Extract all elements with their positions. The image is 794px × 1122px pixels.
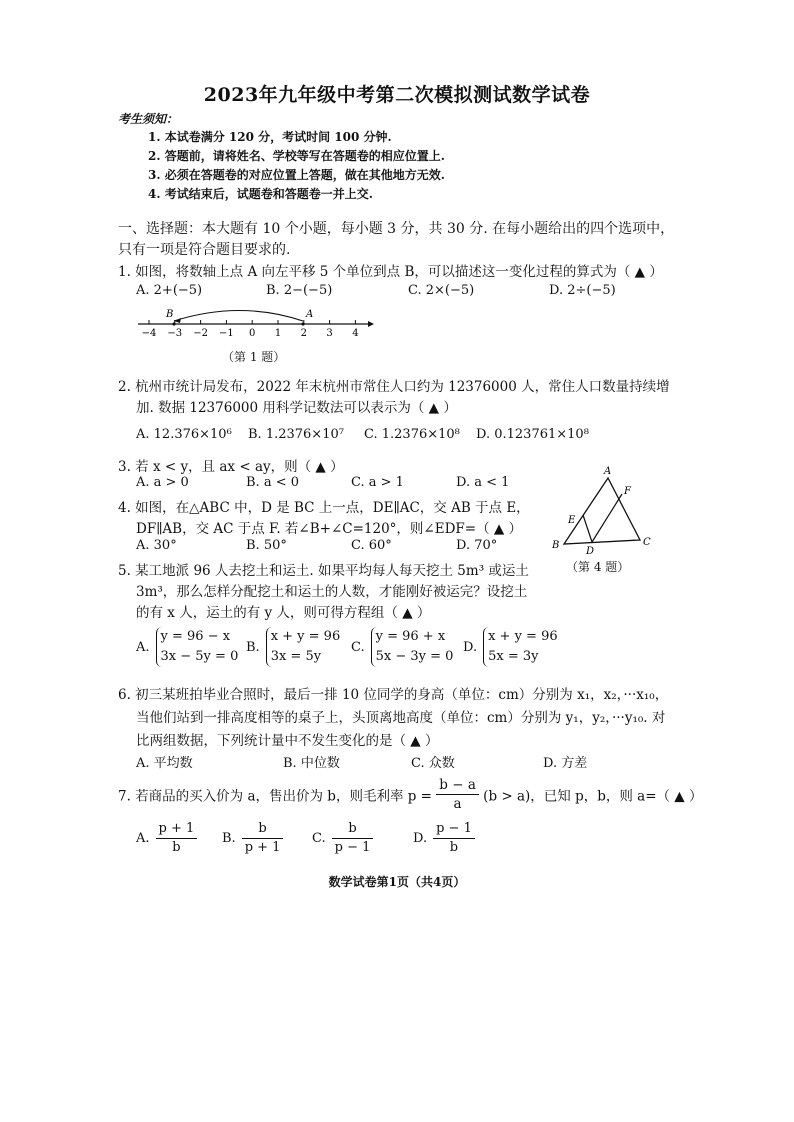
segment-de xyxy=(583,515,592,542)
q5-option-d: D. x + y = 96 5x = 3y xyxy=(463,627,558,667)
q3-option-d: D. a < 1 xyxy=(456,475,510,490)
axis-tick-label: −4 xyxy=(141,328,157,339)
number-line-figure xyxy=(130,302,380,342)
triangle-figure xyxy=(548,460,660,560)
q3-option-a: A. a > 0 xyxy=(136,475,189,490)
q2-option-c: C. 1.2376×10⁸ xyxy=(364,427,460,442)
translation-arc xyxy=(174,311,303,322)
axis-tick-label: 1 xyxy=(274,328,282,339)
vertex-b-label: B xyxy=(552,540,560,551)
axis-tick-label: −3 xyxy=(167,328,183,339)
question-5-line1: 5. 某工地派 96 人去挖土和运土. 如果平均每人每天挖土 5m³ 或运土 xyxy=(118,563,529,579)
vertex-c-label: C xyxy=(643,537,651,548)
question-2-line1: 2. 杭州市统计局发布，2022 年末杭州市常住人口约为 12376000 人，常住人口数量持续增 xyxy=(118,379,670,395)
point-a-label: A xyxy=(306,309,314,320)
question-7-stem: 7. 若商品的买入价为 a，售出价为 b，则毛利率 p = $\frac{b - a}{a}$ (b > a)，已知 p，b，则 a=（ ▲ ） xyxy=(118,777,703,812)
q4-option-b: B. 50° xyxy=(246,538,287,553)
question-3-stem: 3. 若 x < y，且 ax < ay，则（ ▲ ） xyxy=(118,459,344,475)
page-title: 2023年九年级中考第二次模拟测试数学试卷 xyxy=(203,84,591,106)
point-b-label: B xyxy=(166,309,174,320)
question-2-line2: 加. 数据 12376000 用科学记数法可以表示为（ ▲ ） xyxy=(136,400,457,416)
figure-4-caption: （第 4 题） xyxy=(566,560,630,574)
notice-item: 3. 必须在答题卷的对应位置上答题，做在其他地方无效. xyxy=(148,168,445,182)
q1-option-c: C. 2×(−5) xyxy=(408,283,475,298)
notice-heading: 考生须知： xyxy=(118,112,179,126)
point-e-label: E xyxy=(568,515,576,526)
notice-item: 1. 本试卷满分 120 分，考试时间 100 分钟. xyxy=(148,130,392,144)
question-5-line2: 3m³，那么怎样分配挖土和运土的人数，才能刚好被运完？设挖土 xyxy=(136,584,528,600)
q4-option-c: C. 60° xyxy=(351,538,392,553)
axis-tick-label: 4 xyxy=(352,328,359,339)
q6-option-c: C. 众数 xyxy=(411,756,455,771)
q2-option-b: B. 1.2376×10⁷ xyxy=(248,427,344,442)
q5-option-b: B. x + y = 96 3x = 5y xyxy=(246,627,340,667)
page-footer: 数学试卷第1页（共4页） xyxy=(328,875,466,889)
notice-item: 4. 考试结束后，试题卷和答题卷一并上交. xyxy=(148,187,373,201)
q2-option-a: A. 12.376×10⁶ xyxy=(136,427,232,442)
question-4-line1: 4. 如图，在△ABC 中，D 是 BC 上一点，DE∥AC，交 AB 于点 E， xyxy=(118,500,530,516)
q1-option-d: D. 2÷(−5) xyxy=(549,283,616,298)
section-heading-cont: 只有一项是符合题目要求的. xyxy=(118,242,291,258)
notice-item: 2. 答题前，请将姓名、学校等写在答题卷的相应位置上. xyxy=(148,149,445,163)
q1-option-b: B. 2−(−5) xyxy=(266,283,333,298)
point-d-label: D xyxy=(586,546,595,557)
q7-option-a: A. $\frac{p + 1}{b}$ xyxy=(136,820,197,857)
section-heading: 一、选择题：本大题有 10 个小题，每小题 3 分，共 30 分. 在每小题给出的四个选项中， xyxy=(118,221,675,237)
q5-option-c: C. y = 96 + x 5x − 3y = 0 xyxy=(351,627,453,667)
q6-option-d: D. 方差 xyxy=(543,756,588,771)
q3-option-b: B. a < 0 xyxy=(246,475,299,490)
axis-arrow-icon xyxy=(368,321,374,327)
question-6-line2: 当他们站到一排高度相等的桌子上，头顶离地高度（单位：cm）分别为 y₁，y₂，···y₁₀. 对 xyxy=(136,710,666,726)
question-5-line3: 的有 x 人，运土的有 y 人，则可得方程组（ ▲ ） xyxy=(136,605,431,621)
q7-option-c: C. $\frac{b}{p - 1}$ xyxy=(312,820,373,857)
q4-option-a: A. 30° xyxy=(136,538,177,553)
axis-tick-label: −1 xyxy=(219,328,234,339)
axis-tick-label: −2 xyxy=(193,328,208,339)
axis-tick-label: 2 xyxy=(300,328,307,339)
q7-option-d: D. $\frac{p - 1}{b}$ xyxy=(413,820,475,857)
q6-option-b: B. 中位数 xyxy=(283,756,340,771)
figure-1-caption: （第 1 题） xyxy=(222,350,286,364)
axis-tick-label: 3 xyxy=(326,328,333,339)
q4-option-d: D. 70° xyxy=(456,538,498,553)
question-4-line2: DF∥AB，交 AC 于点 F. 若∠B+∠C=120°，则∠EDF=（ ▲ ） xyxy=(136,521,523,537)
q5-option-a: A. y = 96 − x 3x − 5y = 0 xyxy=(136,627,238,667)
vertex-a-label: A xyxy=(604,466,612,477)
q2-option-d: D. 0.123761×10⁸ xyxy=(476,427,589,442)
axis-tick-label: 0 xyxy=(249,328,256,339)
q7-option-b: B. $\frac{b}{p + 1}$ xyxy=(222,820,283,857)
question-6-line3: 比两组数据，下列统计量中不发生变化的是（ ▲ ） xyxy=(136,733,439,749)
q3-option-c: C. a > 1 xyxy=(351,475,404,490)
question-1-stem: 1. 如图，将数轴上点 A 向左平移 5 个单位到点 B，可以描述这一变化过程的算式为（ ▲ ） xyxy=(118,264,663,280)
q6-option-a: A. 平均数 xyxy=(136,756,193,771)
segment-df xyxy=(592,494,622,542)
point-f-label: F xyxy=(624,486,631,497)
q1-option-a: A. 2+(−5) xyxy=(136,283,203,298)
question-6-line1: 6. 初三某班拍毕业合照时，最后一排 10 位同学的身高（单位：cm）分别为 x₁，x₂，···x₁₀， xyxy=(118,687,669,703)
